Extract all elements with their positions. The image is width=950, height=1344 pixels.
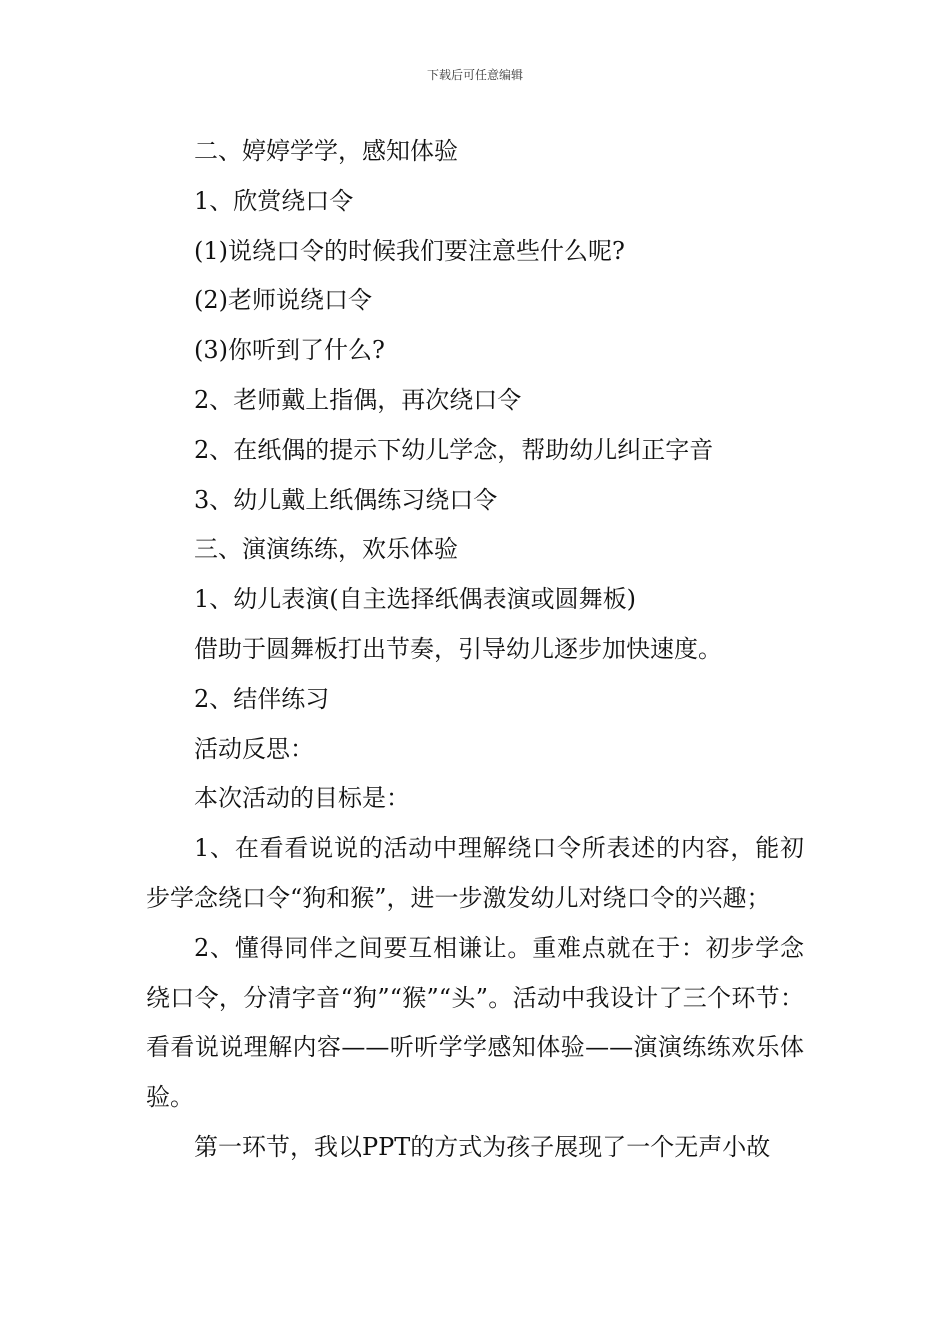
page-header: 下载后可任意编辑 (426, 68, 523, 82)
section-heading: 活动反思： (194, 734, 314, 763)
body-paragraph: 2、懂得同伴之间要互相谦让。重难点就在于：初步学念绕口令，分清字音“狗”“猴”“头”。活动中我设计了三个环节：看看说说理解内容——听听学学感知体验——演演练练欢乐体验。 (146, 933, 804, 1112)
body-paragraph: 第一环节，我以PPT的方式为孩子展现了一个无声小故 (194, 1132, 771, 1161)
section-heading: 二、婷婷学学，感知体验 (194, 137, 458, 165)
list-item: (1)说绕口令的时候我们要注意些什么呢? (194, 236, 625, 265)
list-item: (3)你听到了什么? (194, 336, 385, 365)
list-item: 3、幼儿戴上纸偶练习绕口令 (194, 485, 498, 514)
document-body (146, 127, 804, 1173)
list-item: 2、在纸偶的提示下幼儿学念，帮助幼儿纠正字音 (194, 435, 714, 464)
list-item: 1、欣赏绕口令 (194, 186, 354, 215)
list-item: (2)老师说绕口令 (194, 286, 372, 315)
body-paragraph: 1、在看看说说的活动中理解绕口令所表述的内容，能初步学念绕口令“狗和猴”，进一步激发幼儿对绕口令的兴趣； (146, 834, 804, 912)
body-paragraph: 借助于圆舞板打出节奏，引导幼儿逐步加快速度。 (194, 634, 722, 663)
list-item: 2、老师戴上指偶，再次绕口令 (194, 385, 522, 414)
list-item: 1、幼儿表演(自主选择纸偶表演或圆舞板) (194, 585, 636, 614)
list-item: 2、结伴练习 (194, 684, 330, 713)
section-heading: 三、演演练练，欢乐体验 (194, 535, 458, 564)
body-paragraph: 本次活动的目标是： (194, 784, 410, 813)
